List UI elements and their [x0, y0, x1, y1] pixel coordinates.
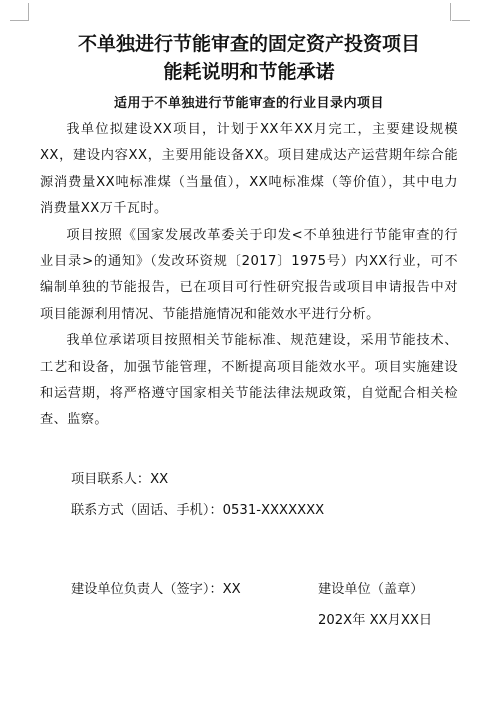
crop-mark-top-left [10, 20, 28, 22]
title-line-2: 能耗说明和节能承诺 [163, 61, 335, 83]
paragraph-catalog-basis: 项目按照《国家发展改革委关于印发<不单独进行节能审查的行业目录>的通知》（发改环资规〔2017〕1975号）内XX行业，可不编制单独的节能报告，已在项目可行性研究报告或项目申请报告中对项目能源利用情况、节能措施情况和能效水平进行分析。 [40, 227, 458, 322]
paragraph-commitment: 我单位承诺项目按照相关节能标准、规范建设，采用节能技术、工艺和设备，加强节能管理，不断提高项目能效水平。项目实施建设和运营期，将严格遵守国家相关节能法律法规政策，自觉配合相关检查、监察。 [40, 333, 458, 428]
contact-section [40, 464, 458, 526]
title-line-1: 不单独进行节能审查的固定资产投资项目 [77, 33, 420, 55]
crop-mark-top-right-vertical [450, 3, 452, 21]
document-page [40, 30, 458, 644]
document-title [40, 30, 458, 86]
crop-mark-top-left-vertical [28, 3, 30, 21]
sign-date: 202X年 XX月XX日 [318, 612, 433, 628]
signature-section [40, 574, 458, 644]
paragraph-project-overview: 我单位拟建设XX项目，计划于XX年XX月完工，主要建设规模XX，建设内容XX，主要用能设备XX。项目建成达产运营期年综合能源消费量XX吨标准煤（当量值），XX吨标准煤（等价值），其中电力消费量XX万千瓦时。 [40, 122, 458, 217]
responsible-person-signature: 建设单位负责人（签字）：XX [71, 581, 241, 597]
unit-seal: 建设单位（盖章） [318, 581, 424, 597]
crop-mark-top-right [452, 20, 470, 22]
contact-method: 联系方式（固话、手机）：0531-XXXXXXX [71, 502, 325, 518]
document-subtitle: 适用于不单独进行节能审查的行业目录内项目 [113, 96, 384, 111]
contact-person: 项目联系人：XX [71, 471, 169, 487]
